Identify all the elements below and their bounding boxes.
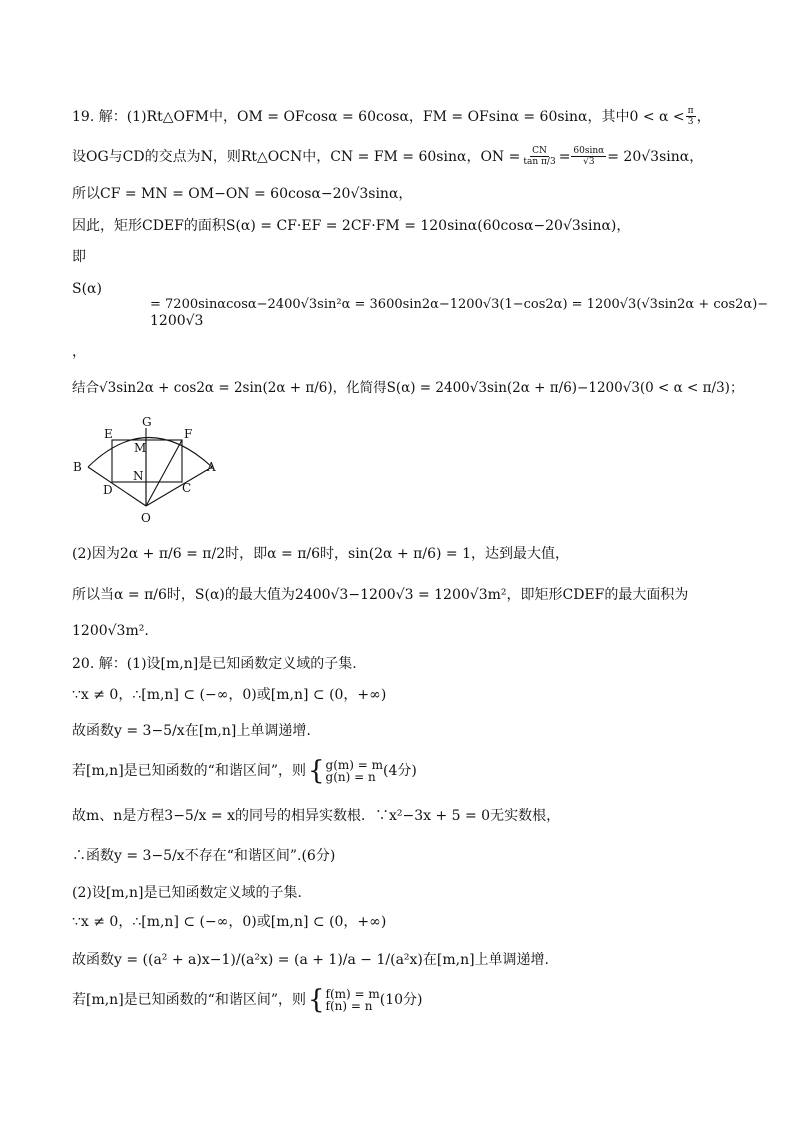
p20-line-6: ∴函数y = 3−5/x不存在“和谐区间”.(6分) [72,848,336,864]
geometry-figure [70,412,230,530]
p19-line-10: 结合√3sin2α + cos2α = 2sin(2α + π/6)，化简得S(α) = 2400√3sin(2α + π/6)−1200√3(0 < α < π/3)； [72,380,744,396]
p19-line-11: (2)因为2α + π/6 = π/2时，即α = π/6时，sin(2α + π/6) = 1，达到最大值， [72,546,569,562]
p19-line-12: 所以当α = π/6时，S(α)的最大值为2400√3−1200√3 = 1200√3m²，即矩形CDEF的最大面积为 [72,587,689,603]
denominator: 3 [687,117,694,127]
fraction [521,146,557,167]
equation: g(n) = n [325,770,376,784]
p19-line-8: 1200√3 [150,313,204,329]
label-g: G [142,415,152,429]
text: = 20√3sinα， [607,148,704,165]
brace-icon: { [307,985,325,1015]
numerator: CN [532,146,547,156]
p19-line-6: S(α) [72,281,102,297]
fraction [686,106,696,127]
label-e: E [104,427,113,441]
equation: f(n) = n [325,999,373,1013]
equation: g(m) = m [325,758,384,772]
p20-line-2: ∵x ≠ 0，∴[m,n] ⊂ (−∞，0)或[m,n] ⊂ (0，+∞) [72,687,387,703]
text: = [558,148,571,165]
p19-line-1 [72,106,711,127]
p20-line-7: (2)设[m,n]是已知函数定义域的子集. [72,885,302,901]
text: 若[m,n]是已知函数的“和谐区间”，则 [72,763,306,779]
equation-system [308,758,383,784]
p19-line-3: 所以CF = MN = OM−ON = 60cosα−20√3sinα， [72,186,413,202]
p20-line-3: 故函数y = 3−5/x在[m,n]上单调递增. [72,723,311,739]
p19-line-2 [72,146,703,167]
label-f: F [184,427,193,441]
p20-line-4 [72,758,417,784]
label-c: C [182,481,192,495]
label-d: D [103,483,113,497]
brace-icon: { [307,756,325,786]
text: ， [696,108,711,125]
numerator: 60sinα [573,146,605,156]
p19-line-4: 因此，矩形CDEF的面积S(α) = CF·EF = 2CF·FM = 120sinα(60cosα−20√3sinα)， [72,218,631,234]
p20-line-9: 故函数y = ((a² + a)x−1)/(a²x) = (a + 1)/a − 1/(a²x)在[m,n]上单调递增. [72,952,550,968]
score-note: (4分) [383,763,417,779]
p19-line-9: ， [72,344,86,360]
rectangle-cdef [112,440,182,482]
equation-system [308,987,380,1013]
equation: f(m) = m [325,987,380,1001]
numerator: π [687,106,694,116]
p19-line-7: = 7200sinαcosα−2400√3sin²α = 3600sin2α−1200√3(1−cos2α) = 1200√3(√3sin2α + cos2α)− [150,297,769,312]
label-a: A [207,460,216,474]
p20-line-5: 故m、n是方程3−5/x = x的同号的相异实数根．∵x²−3x + 5 = 0无实数根， [72,808,561,824]
label-m: M [134,441,147,455]
p20-line-10 [72,987,423,1013]
denominator: tan π/3 [523,157,556,167]
p19-line-13: 1200√3m². [72,623,149,639]
label-n: N [133,469,144,483]
text: 若[m,n]是已知函数的“和谐区间”，则 [72,992,306,1008]
label-b: B [73,460,82,474]
segment-of [146,440,182,506]
text: 设OG与CD的交点为N，则Rt△OCN中，CN = FM = 60sinα，ON = [72,148,521,165]
segment-oa [146,467,212,506]
denominator: √3 [583,157,595,167]
fraction [571,146,606,167]
score-note: (10分) [379,992,423,1008]
text: 19. 解：(1)Rt△OFM中，OM = OFcosα = 60cosα，FM = OFsinα = 60sinα，其中0 < α < [72,108,685,125]
p20-line-8: ∵x ≠ 0，∴[m,n] ⊂ (−∞，0)或[m,n] ⊂ (0，+∞) [72,914,387,930]
arc [88,438,212,468]
p20-line-1: 20. 解：(1)设[m,n]是已知函数定义域的子集. [72,656,357,672]
label-o: O [141,511,151,525]
p19-line-5: 即 [72,249,86,265]
